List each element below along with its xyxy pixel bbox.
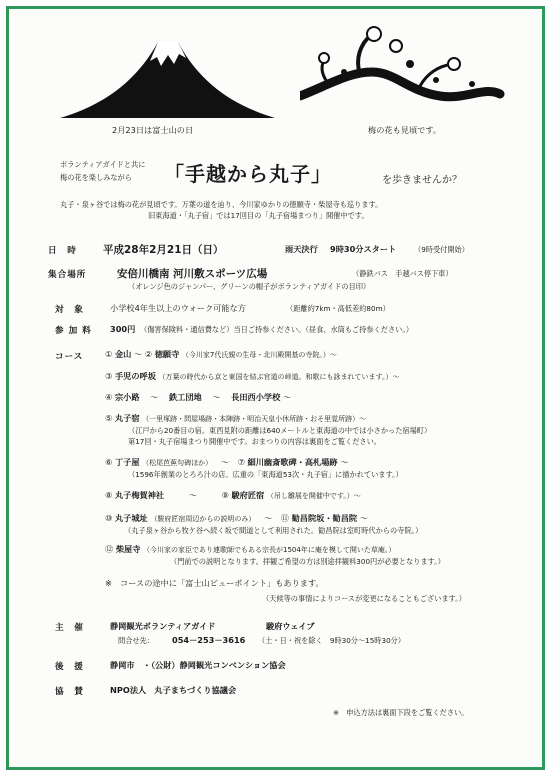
course-row-2 (105, 371, 399, 382)
route-separator: ～ (340, 457, 349, 467)
target-text: 小学校4年生以上のウォーク可能な方 (110, 303, 246, 313)
stop-note: （江戸から20番目の宿。東西見附の距離は640メートルと東海道の中では小さかった宿場町） (128, 426, 432, 435)
place-note: （オレンジ色のジャンパー、グリーンの帽子がボランティアガイドの目印） (128, 282, 371, 291)
headline-main: 「手越から丸子」 (164, 162, 332, 186)
stop-number: ⑫ (105, 544, 114, 554)
stop-number: ⑪ (280, 513, 289, 523)
sponsor-text: NPO法人 丸子まちづくり協議会 (110, 685, 237, 695)
route-separator: ～ (188, 490, 197, 500)
date-reception: （9時受付開始） (414, 245, 469, 254)
contact-label: 問合せ先： (118, 636, 154, 645)
contact-hours: （土・日・祝を除く 9時30分～15時30分） (258, 636, 406, 645)
date-rain: 雨天決行 (285, 244, 318, 254)
course-row-3 (105, 392, 291, 403)
headline-lead-1: ボランティアガイドと共に (60, 160, 146, 169)
stop-mariko-baiga-shrine: 丸子梅賀神社 (114, 490, 165, 500)
course-row-7 (105, 513, 368, 524)
stop-mariko-juku: 丸子宿 (114, 413, 140, 423)
course-row-5 (105, 457, 348, 468)
date-label: 日 時 (48, 246, 77, 256)
host-name-2: 駿府ウェイブ (266, 621, 315, 631)
fee-label: 参 加 料 (55, 326, 92, 336)
support-label: 後 援 (55, 662, 84, 672)
route-separator: ～ (263, 513, 273, 523)
sponsor-label: 協 賛 (55, 687, 84, 697)
stop-note: （今川家の家臣であり連歌師でもある宗長が1504年に庵を模して開いた草庵。） (143, 546, 396, 554)
headline-tail: を歩きませんか？ (382, 175, 462, 186)
host-name: 静岡観光ボランティアガイド (110, 621, 216, 631)
stop-saiokuji: 柴屋寺 (115, 544, 141, 554)
route-separator: ～ (150, 392, 159, 402)
route-separator: ～ (359, 513, 368, 523)
stop-number: ⑥ (105, 457, 113, 467)
stop-number: ④ (105, 392, 113, 402)
stop-number: ⑩ (105, 513, 113, 523)
host-label: 主 催 (55, 623, 84, 633)
stop-number: ① (105, 349, 113, 359)
stop-detail: （一里塚跡・問屋場跡・本陣跡・明治天皇小休所跡・おそ里覚所跡）～ (142, 415, 367, 423)
course-label: コース (55, 352, 84, 362)
contact-tel: 054－253－3616 (172, 635, 246, 645)
plum-caption: 梅の花も見頃です。 (368, 125, 442, 135)
stop-number: ② (144, 349, 153, 359)
stop-note: （駿府匠宿周辺からの説明のみ） (150, 515, 256, 523)
plum-branch-illustration (300, 24, 505, 116)
stop-number: ⑦ (237, 457, 245, 467)
target-note: （距離約7km・高低差約80m） (286, 304, 390, 313)
weather-note: （天候等の事情によりコースが変更になることもございます。） (262, 594, 466, 603)
course-row-6 (105, 490, 361, 501)
stop-hosokawa-kahi: 細川幽斎歌碑・高札場跡 (247, 457, 338, 467)
fee-note: （傷害保険料・通信費など）当日ご持参ください。（昼食、水筒もご持参ください。） (140, 325, 414, 334)
stop-number: ③ (105, 371, 113, 381)
headline-lead-2: 梅の花を楽しみながら (60, 173, 132, 182)
stop-note: （1596年創業のとろろ汁の店。広重の「東海道53次・丸子宿」に描かれています。） (128, 470, 403, 479)
stop-note: （丸子泉ヶ谷から牧ケ谷へ続く坂で間道として利用された。勧昌院は室町時代からの寺院。） (124, 526, 423, 535)
place-main: 安倍川橋南 河川敷スポーツ広場 (117, 268, 268, 280)
stop-chojiya: 丁子屋 (114, 457, 140, 467)
stop-note: （吊し雛展を開催中です。）～ (266, 492, 361, 500)
fuji-viewpoint-note: ※ コースの途中に「富士山ビューポイント」もあります。 (105, 578, 324, 588)
course-row-1 (105, 349, 337, 360)
stop-number: ⑨ (221, 490, 229, 500)
footer-note: ※ 申込方法は裏面下段をご覧ください。 (333, 708, 469, 717)
date-start: 9時30分スタート (330, 244, 397, 254)
stop-note: （今川家7代氏親の生母・北川殿開基の寺院。）～ (181, 351, 337, 359)
stop-sunpu-takumi-juku: 駿府匠宿 (231, 490, 265, 500)
route-separator: ～ (282, 392, 292, 402)
stop-kanayama: 金山 (114, 349, 132, 359)
date-main: 平成28年2月21日（日） (103, 244, 224, 256)
stop-note: （万葉の時代から京と東国を結ぶ官道の峠道。和歌にも詠まれています。）～ (158, 373, 400, 381)
fuji-caption: 2月23日は富士山の日 (112, 125, 194, 135)
course-row-8 (105, 544, 395, 555)
route-separator: ～ (133, 349, 143, 359)
intro-line-1: 丸子・泉ヶ谷では梅の花が見頃です。万葉の道を辿り、今川家ゆかりの徳願寺・柴屋寺も巡ります。 (60, 200, 383, 209)
stop-tokuganji: 徳願寺 (154, 349, 180, 359)
support-text: 静岡市 ・（公財）静岡観光コンベンション協会 (110, 660, 286, 670)
intro-line-2: 旧東海道・「丸子宿」では17回目の「丸子宿場まつり」開催中です。 (148, 211, 369, 220)
mount-fuji-illustration (60, 24, 275, 122)
place-bus: （静鉄バス 手越バス停下車） (352, 269, 453, 278)
place-label: 集合場所 (48, 270, 87, 280)
stop-number: ⑧ (105, 490, 113, 500)
stop-tekonoyobisaka: 手児の呼坂 (114, 371, 156, 381)
route-separator: ～ (220, 457, 229, 467)
stop-note: 第17回・丸子宿場まつり開催中です。おまつりの内容は裏面をご覧ください。 (128, 437, 381, 446)
course-row-4 (105, 413, 366, 424)
route-separator: ～ (212, 392, 221, 402)
stop-note: （松尾芭蕉句碑ほか） (142, 459, 213, 467)
stop-number: ⑤ (105, 413, 113, 423)
stop-soukouji: 宗小路 (114, 392, 140, 402)
target-label: 対 象 (55, 305, 84, 315)
stop-tekkou-danchi: 鉄工団地 (168, 392, 202, 402)
stop-osada-nishi-school: 長田西小学校 (231, 392, 281, 402)
fee-amount: 300円 (110, 324, 136, 334)
stop-note: （門前での説明となります。拝観ご希望の方は別途拝観料300円が必要となります。） (170, 557, 445, 566)
stop-kanshoin: 勧昌院坂・勧昌院 (291, 513, 358, 523)
stop-mariko-castle: 丸子城址 (114, 513, 148, 523)
